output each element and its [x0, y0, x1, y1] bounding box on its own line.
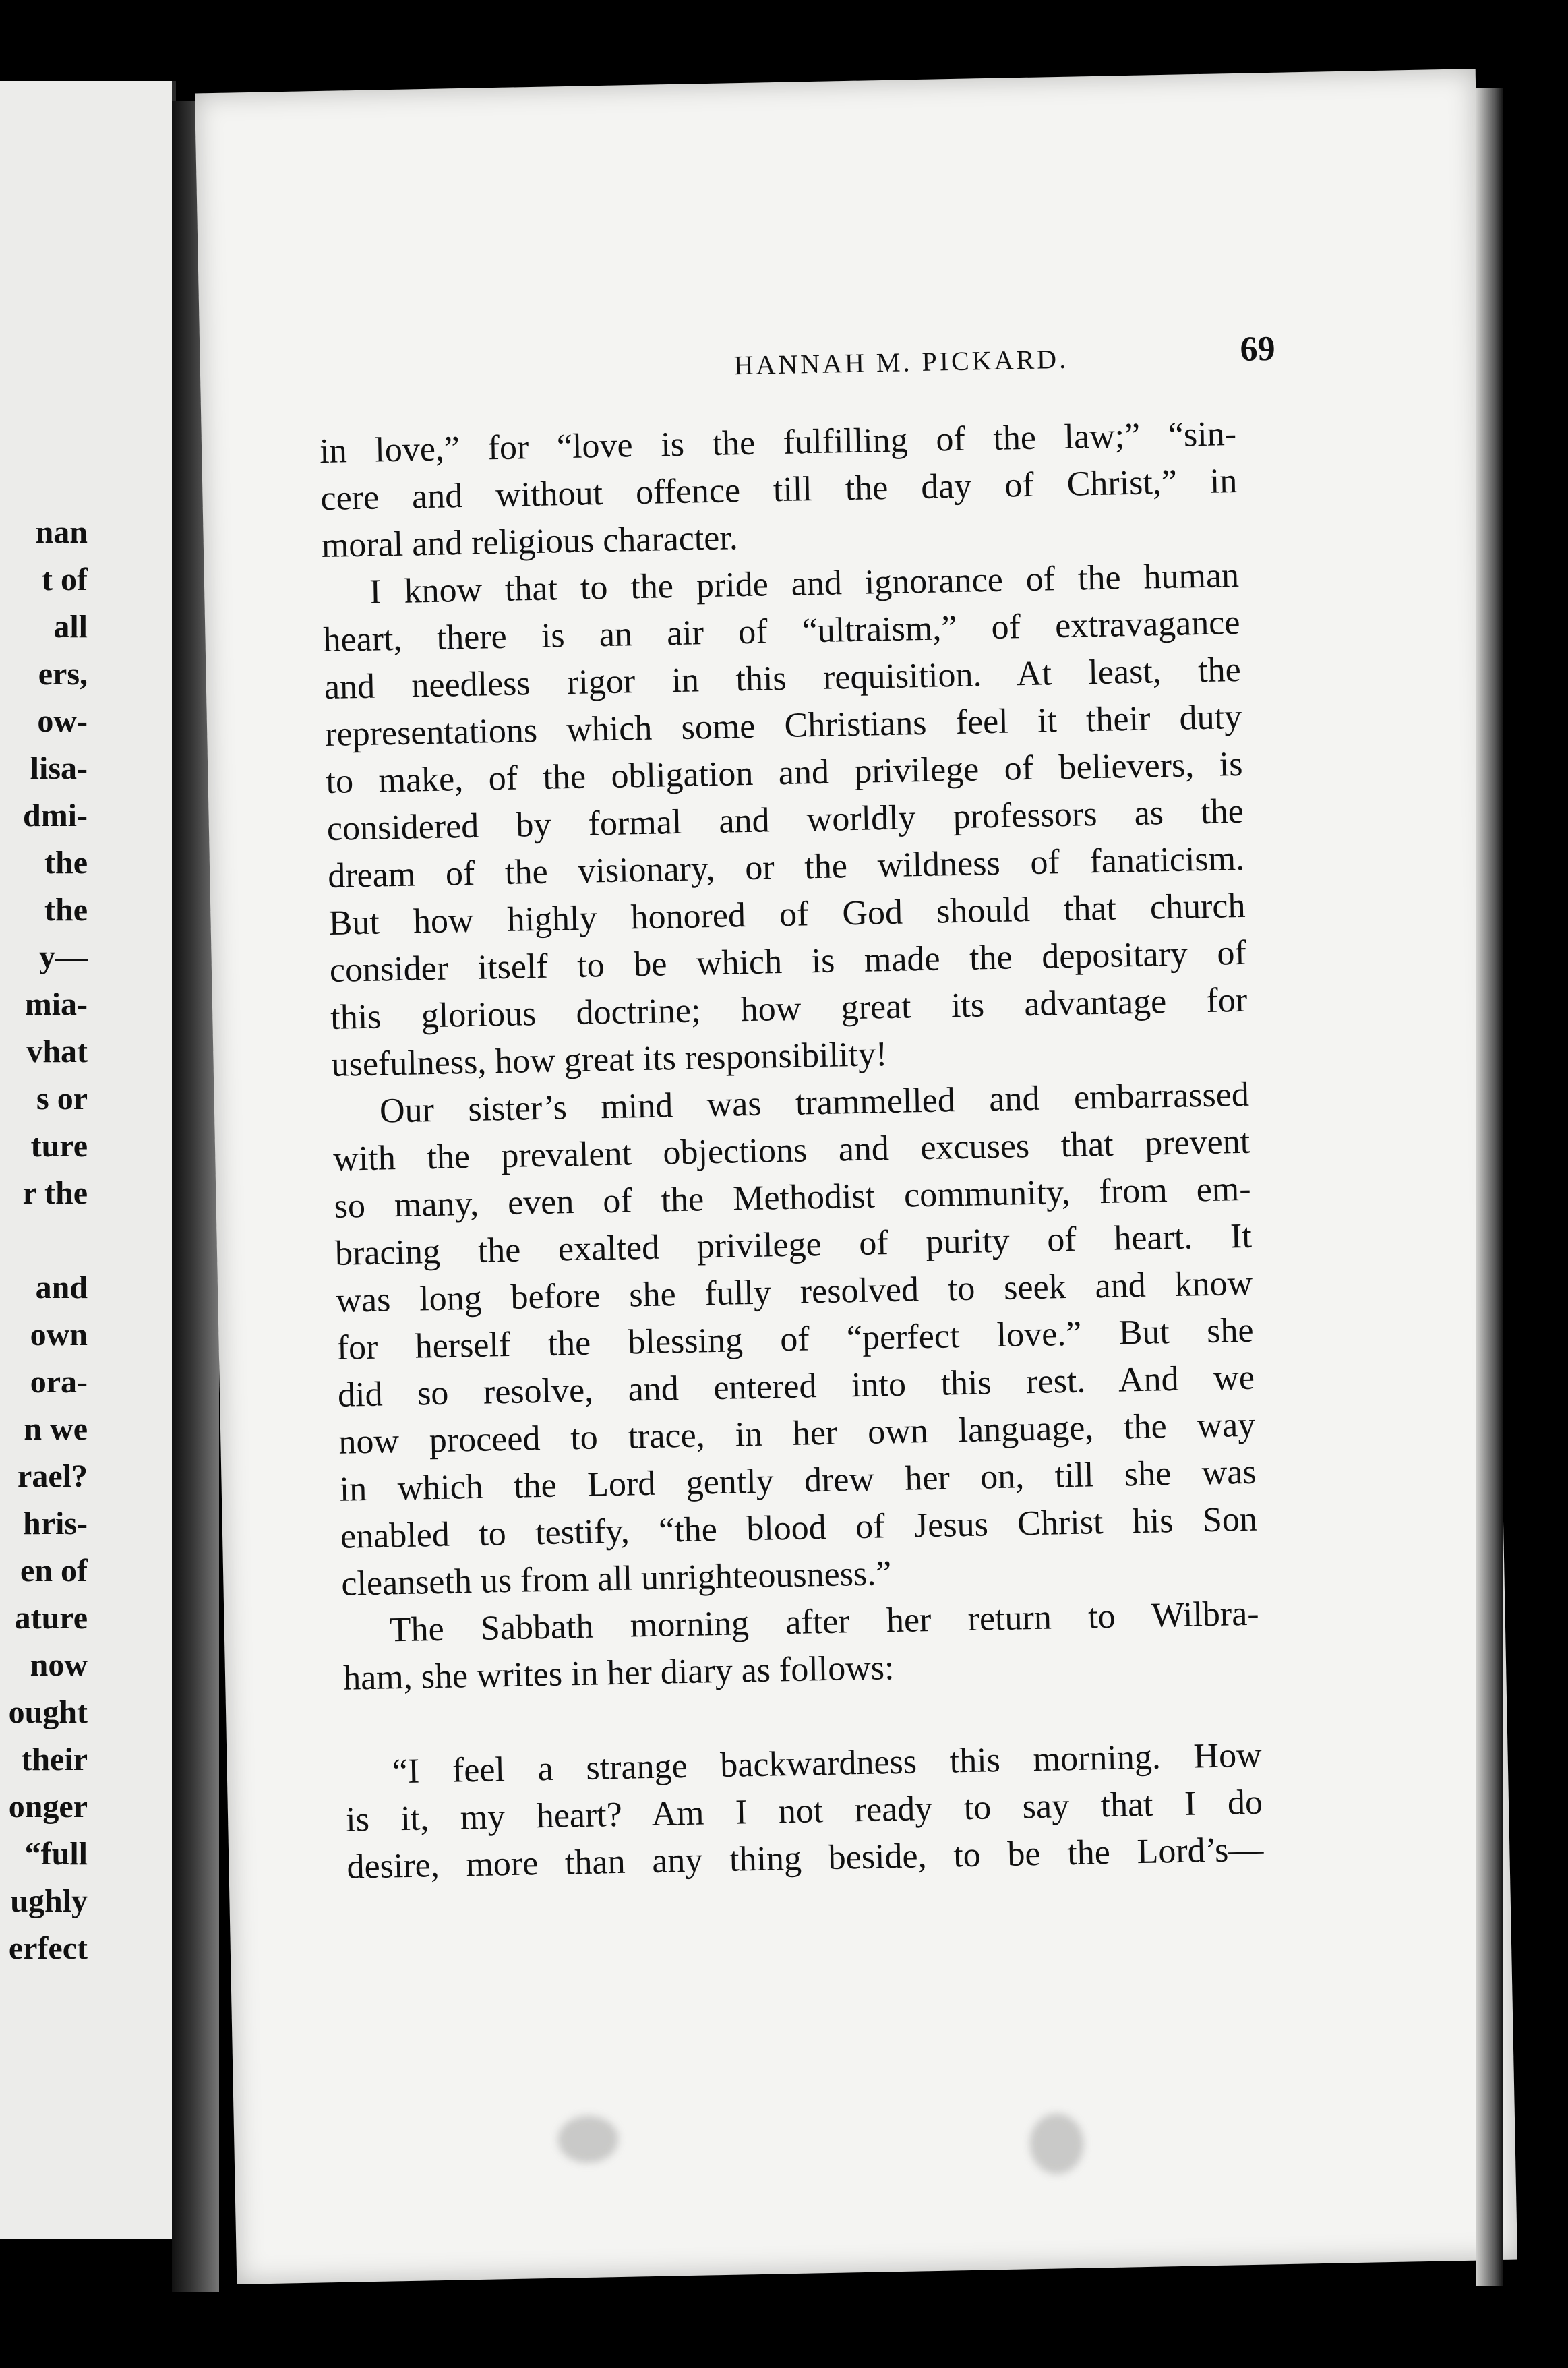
text-line: bracing the exalted privilege of purity of heart. It: [334, 1216, 1253, 1273]
previous-page-line-fragment: onger: [8, 1789, 88, 1825]
previous-page-line-fragment: ture: [30, 1128, 88, 1164]
previous-page-line-fragment: ature: [14, 1600, 88, 1636]
previous-page-line-fragment: [0, 1217, 88, 1264]
text-line: in which the Lord gently drew her on, till she was: [339, 1452, 1257, 1509]
text-line: to make, of the obligation and privilege of believers, is: [326, 744, 1243, 801]
previous-page-line-fragment: ow-: [37, 703, 88, 739]
text-line: Our sister’s mind was trammelled and embarrassed: [379, 1075, 1250, 1131]
page-right-edge: [1476, 88, 1503, 2286]
previous-page-line-fragment: the: [44, 892, 88, 928]
previous-page-text-fragments: [0, 509, 88, 1972]
text-line: heart, there is an air of “ultraism,” of extravagance: [323, 603, 1240, 660]
previous-page-line-fragment: r the: [22, 1175, 88, 1211]
text-line: did so resolve, and entered into this rest. And we: [337, 1358, 1255, 1415]
text-line: considered by formal and worldly professors as the: [326, 792, 1244, 848]
current-page: [195, 69, 1517, 2284]
previous-page-line-fragment: mia-: [24, 986, 88, 1022]
text-line: representations which some Christians feel it their duty: [324, 697, 1242, 754]
text-line: this glorious doctrine; how great its advantage for: [330, 980, 1248, 1037]
previous-page-line-fragment: lisa-: [30, 750, 88, 786]
previous-page-line-fragment: ers,: [38, 656, 88, 692]
ink-smudge: [1029, 2113, 1085, 2175]
previous-page-line-fragment: s or: [36, 1081, 88, 1117]
previous-page-line-fragment: ought: [8, 1694, 88, 1730]
previous-page-line-fragment: n we: [24, 1411, 88, 1447]
previous-page-line-fragment: ora-: [30, 1364, 88, 1400]
text-line: is it, my heart? Am I not ready to say that I do: [345, 1783, 1263, 1839]
previous-page-line-fragment: en of: [20, 1553, 88, 1589]
text-line: The Sabbath morning after her return to Wilbra-: [389, 1594, 1260, 1650]
text-line: dream of the visionary, or the wildness of fanaticism.: [327, 839, 1245, 895]
text-line: and needless rigor in this requisition. At least, the: [324, 650, 1242, 707]
text-line: “I feel a strange backwardness this morning. How: [392, 1736, 1263, 1792]
text-line: usefulness, how great its responsibility!: [331, 1035, 888, 1084]
text-line: consider itself to be which is made the depositary of: [329, 933, 1247, 990]
page-body-text: [320, 411, 1264, 1891]
text-line: ham, she writes in her diary as follows:: [342, 1649, 895, 1698]
running-head: HANNAH M. PICKARD.: [733, 343, 1069, 381]
text-line: so many, even of the Methodist community, from em-: [334, 1169, 1252, 1226]
previous-page-line-fragment: ughly: [10, 1883, 88, 1919]
text-line: cere and without offence till the day of Christ,” in: [320, 461, 1238, 519]
previous-page-line-fragment: y—: [39, 939, 88, 975]
previous-page-line-fragment: nan: [35, 514, 88, 550]
previous-page-line-fragment: now: [30, 1647, 88, 1683]
text-line: was long before she fully resolved to seek and know: [335, 1264, 1253, 1320]
text-line: in love,” for “love is the fulfilling of the law;” “sin-: [319, 414, 1237, 471]
previous-page-line-fragment: vhat: [26, 1034, 88, 1069]
previous-page-line-fragment: rael?: [18, 1458, 88, 1494]
previous-page-line-fragment: all: [53, 609, 88, 645]
previous-page-line-fragment: t of: [42, 562, 88, 597]
previous-page-line-fragment: dmi-: [23, 798, 88, 833]
previous-page-line-fragment: hris-: [23, 1506, 88, 1541]
previous-page-line-fragment: the: [44, 845, 88, 881]
page-number: 69: [1240, 329, 1276, 369]
text-line: desire, more than any thing beside, to be the Lord’s—: [346, 1830, 1264, 1887]
previous-page-line-fragment: their: [21, 1742, 88, 1777]
text-line: now proceed to trace, in her own language, the way: [338, 1405, 1256, 1462]
text-line: I know that to the pride and ignorance of the human: [369, 556, 1240, 612]
text-line: enabled to testify, “the blood of Jesus Christ his Son: [340, 1500, 1258, 1556]
text-line: moral and religious character.: [321, 519, 739, 566]
previous-page-line-fragment: erfect: [8, 1930, 88, 1966]
text-line: with the prevalent objections and excuses that prevent: [332, 1122, 1250, 1179]
ink-smudge: [557, 2115, 619, 2164]
previous-page-line-fragment: “full: [24, 1836, 88, 1872]
text-line: for herself the blessing of “perfect love.” But she: [336, 1311, 1255, 1367]
previous-page-edge: [0, 81, 176, 2239]
text-line: But how highly honored of God should that church: [328, 886, 1246, 943]
previous-page-line-fragment: own: [30, 1317, 88, 1353]
previous-page-line-fragment: and: [35, 1270, 88, 1305]
text-line: cleanseth us from all unrighteousness.”: [340, 1554, 892, 1603]
